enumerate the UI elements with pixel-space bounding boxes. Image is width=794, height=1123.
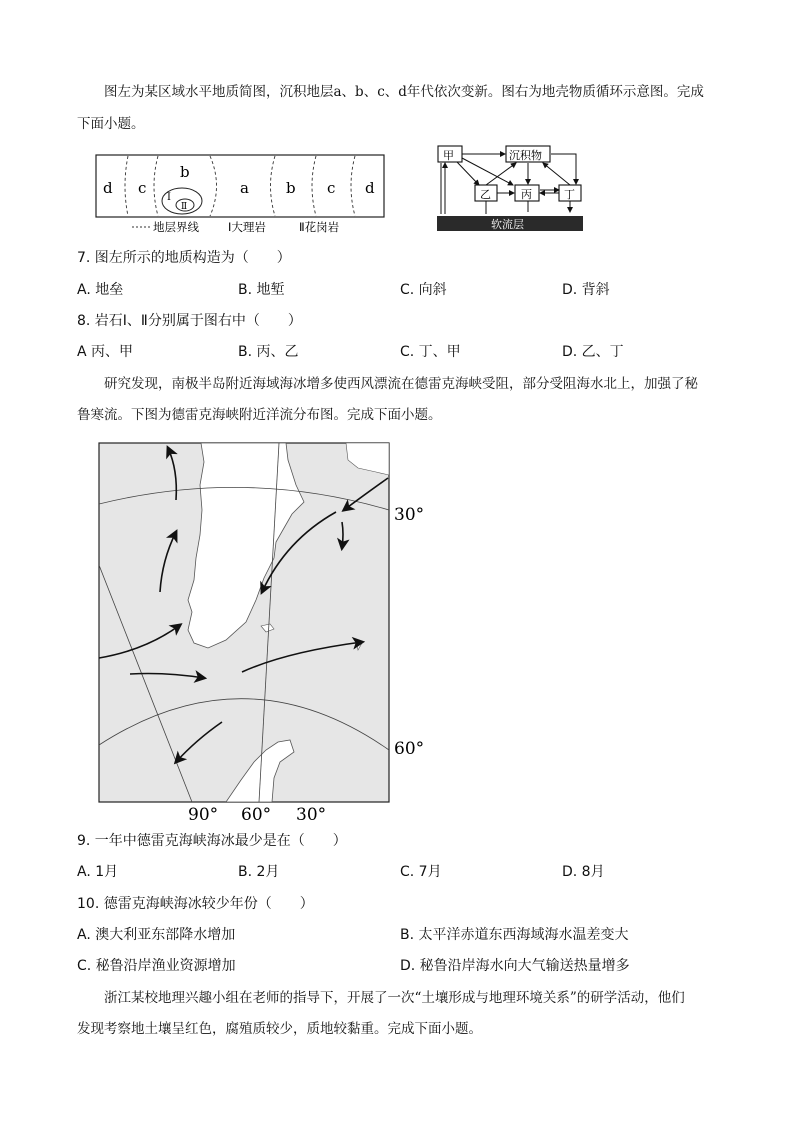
intro2-line1: 研究发现，南极半岛附近海域海冰增多使西风漂流在德雷克海峡受阻，部分受阻海水北上，加强了秘 xyxy=(104,376,698,392)
intro1-line2: 下面小题。 xyxy=(77,116,145,132)
q10-option-c[interactable]: C. 秘鲁沿岸渔业资源增加 xyxy=(77,958,236,974)
label-jia: 甲 xyxy=(443,149,454,162)
q7-option-a[interactable]: A. 地垒 xyxy=(77,282,124,298)
q8-stem: 8. 岩石Ⅰ、Ⅱ分别属于图右中（ ） xyxy=(77,313,302,329)
lat-30-label: 30° xyxy=(394,505,425,525)
intro2-line2: 鲁寒流。下图为德雷克海峡附近洋流分布图。完成下面小题。 xyxy=(77,407,442,423)
stratum-label: c xyxy=(138,179,147,197)
legend-marble: Ⅰ大理岩 xyxy=(228,220,266,234)
q10-stem: 10. 德雷克海峡海冰较少年份（ ） xyxy=(77,896,314,912)
drake-passage-current-map xyxy=(96,440,441,825)
q10-option-d[interactable]: D. 秘鲁沿岸海水向大气输送热量增多 xyxy=(400,958,630,974)
stratum-label: a xyxy=(240,179,249,197)
q8-option-d[interactable]: D. 乙、丁 xyxy=(562,344,624,360)
q9-option-b[interactable]: B. 2月 xyxy=(238,864,280,880)
q7-option-d[interactable]: D. 背斜 xyxy=(562,282,610,298)
cycle-arrows xyxy=(445,154,576,214)
q8-option-b[interactable]: B. 丙、乙 xyxy=(238,344,299,360)
legend-granite: Ⅱ花岗岩 xyxy=(299,220,340,234)
lat-60-label: 60° xyxy=(394,739,425,759)
stratum-label: d xyxy=(103,179,113,197)
stratum-label: b xyxy=(286,179,296,197)
q9-option-a[interactable]: A. 1月 xyxy=(77,864,119,880)
lon-60-label: 60° xyxy=(241,805,272,825)
label-ding: 丁 xyxy=(564,188,575,201)
rock-two-label: Ⅱ xyxy=(181,202,188,212)
q8-option-c[interactable]: C. 丁、甲 xyxy=(400,344,461,360)
q9-stem: 9. 一年中德雷克海峡海冰最少是在（ ） xyxy=(77,833,347,849)
q7-option-b[interactable]: B. 地堑 xyxy=(238,282,285,298)
intro3-line2: 发现考察地土壤呈红色，腐殖质较少，质地较黏重。完成下面小题。 xyxy=(77,1021,482,1037)
q10-option-a[interactable]: A. 澳大利亚东部降水增加 xyxy=(77,927,236,943)
stratum-label: b xyxy=(180,163,190,181)
legend-boundary: 地层界线 xyxy=(153,220,199,234)
q10-option-b[interactable]: B. 太平洋赤道东西海域海水温差变大 xyxy=(400,927,629,943)
q9-option-c[interactable]: C. 7月 xyxy=(400,864,442,880)
lon-90-label: 90° xyxy=(188,805,219,825)
rock-one-label: Ⅰ xyxy=(167,192,171,203)
crust-cycle-diagram xyxy=(433,142,585,234)
label-bing: 丙 xyxy=(521,188,532,201)
q8-option-a[interactable]: A 丙、甲 xyxy=(77,344,134,360)
q9-option-d[interactable]: D. 8月 xyxy=(562,864,605,880)
intro1-line1: 图左为某区域水平地质简图，沉积地层a、b、c、d年代依次变新。图右为地壳物质循环示意图。完成 xyxy=(104,84,704,100)
geologic-plan-map xyxy=(95,153,390,235)
lon-30-label: 30° xyxy=(296,805,327,825)
asthenosphere-label: 软流层 xyxy=(491,218,524,231)
label-yi: 乙 xyxy=(480,188,491,201)
label-sediment: 沉积物 xyxy=(509,149,542,162)
q7-option-c[interactable]: C. 向斜 xyxy=(400,282,447,298)
stratum-label: d xyxy=(365,179,375,197)
q7-stem: 7. 图左所示的地质构造为（ ） xyxy=(77,250,291,266)
stratum-label: c xyxy=(327,179,336,197)
intro3-line1: 浙江某校地理兴趣小组在老师的指导下，开展了一次“土壤形成与地理环境关系”的研学活动，他们 xyxy=(104,990,685,1006)
